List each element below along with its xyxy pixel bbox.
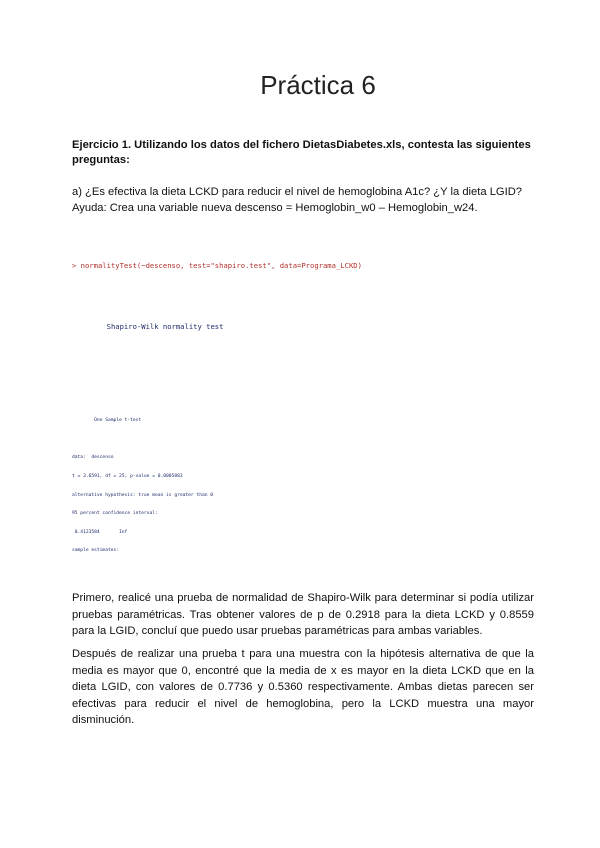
r-result-line: alternative hypothesis: true mean is greater than 0	[72, 492, 214, 498]
r-console-normality	[72, 240, 452, 380]
question-line: a) ¿Es efectiva la dieta LCKD para reducir el nivel de hemoglobina A1c? ¿Y la dieta LGID?	[72, 186, 523, 198]
r-console-ttest	[72, 406, 412, 556]
conclusion-paragraph-1: Primero, realicé una prueba de normalidad de Shapiro-Wilk para determinar si podía utilizar pruebas paramétricas. Tras obtener valores de p de 0.2918 para la dieta LCKD y 0.8559 para la LGID, concluí que puedo usar pruebas paramétricas para ambas variables.	[72, 592, 534, 637]
r-test-name: One Sample t-test	[72, 418, 142, 424]
r-result-line: 95 percent confidence interval:	[72, 511, 158, 517]
page-title: Práctica 6	[260, 70, 376, 100]
hint-line: Ayuda: Crea una variable nueva descenso = Hemoglobin_w0 – Hemoglobin_w24.	[72, 202, 478, 214]
r-test-name: Shapiro-Wilk normality test	[72, 321, 224, 331]
exercise-heading: Ejercicio 1. Utilizando los datos del fichero DietasDiabetes.xls, contesta las siguientes preguntas:	[72, 139, 531, 166]
question-block	[72, 184, 536, 216]
r-command: > normalityTest(~descenso, test="shapiro.test", data=Programa_LCKD)	[72, 261, 362, 270]
r-data-line: data: descenso	[72, 455, 114, 461]
r-result-line: sample estimates:	[72, 548, 120, 554]
r-result-line: t = 3.6591, df = 25, p-value = 0.0005883	[72, 474, 183, 480]
conclusion-paragraph-2: Después de realizar una prueba t para una muestra con la hipótesis alternativa de que la media es mayor que 0, encontré que la media de x es mayor en la dieta LCKD que en la dieta LGID, con valores de 0.7736 y 0.5360 respectivamente. Ambas dietas parecen ser efectivas para reducir el nivel de hemoglobina, pero la LCKD muestra una mayor disminución.	[72, 648, 534, 726]
r-result-line: 0.4123584 Inf	[72, 529, 128, 535]
